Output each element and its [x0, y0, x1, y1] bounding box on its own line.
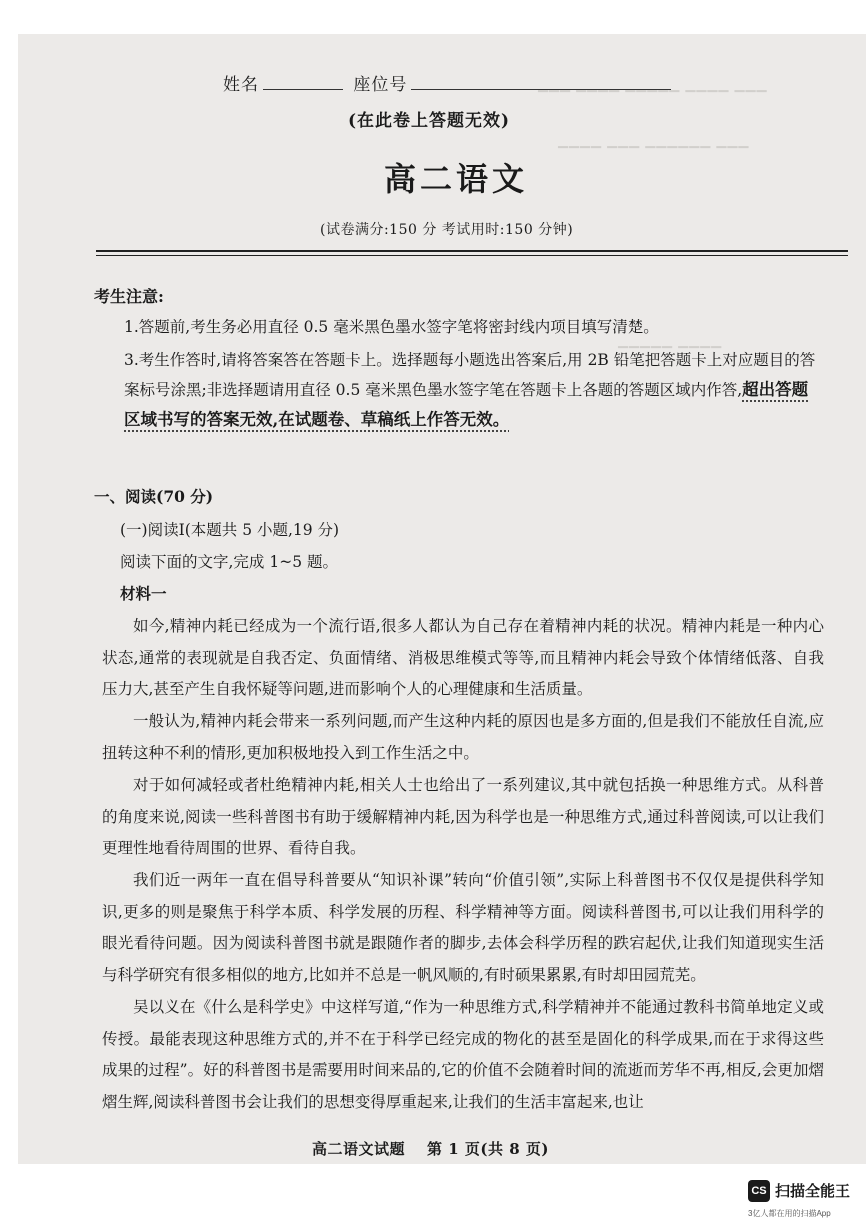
notice-item-3-text: 3.考生作答时,请将答案答在答题卡上。选择题每小题选出答案后,用 2B 铅笔把答题卡上对应题目的答案标号涂黑;非选择题请用直径 0.5 毫米黑色墨水签字笔在答题卡上各题的答题区域内作答,: [124, 351, 816, 399]
bleed-through-shadow: ▁▁▁▁ ▁▁▁ ▁▁▁▁▁▁ ▁▁▁: [558, 134, 750, 149]
student-info-line: [223, 70, 675, 95]
body-paragraph: 如今,精神内耗已经成为一个流行语,很多人都认为自己存在着精神内耗的状况。精神内耗是一种内心状态,通常的表现就是自我否定、负面情绪、消极思维模式等等,而且精神内耗会导致个体情绪低落、自我压力大,甚至产生自我怀疑等问题,进而影响个人的心理健康和生活质量。: [102, 617, 824, 698]
footer-subject: 高二语文试题: [312, 1140, 406, 1158]
section-title: 一、阅读(70 分): [94, 487, 214, 506]
bleed-through-shadow: ▁▁▁ ▁▁▁▁ ▁▁▁▁▁ ▁▁▁▁ ▁▁▁: [538, 78, 768, 93]
body-paragraph: 吴以义在《什么是科学史》中这样写道,“作为一种思维方式,科学精神并不能通过教科书简单地定义或传授。最能表现这种思维方式的,并不在于科学已经完成的物化的甚至是固化的科学成果,而在于求得这些成果的过程”。好的科普图书是需要用时间来品的,它的价值不会随着时间的流逝而芳华不再,相反,会更加熠熠生辉,阅读科普图书会让我们的思想变得厚重起来,让我们的生活丰富起来,也让: [102, 998, 824, 1111]
notice-item-3-emphasis: 超出答题区域书写的答案无效,在试题卷、草稿纸上作答无效。: [124, 380, 809, 429]
name-blank[interactable]: [263, 89, 343, 90]
name-label: 姓名: [223, 75, 259, 95]
subsection-title: (一)阅读Ⅰ(本题共 5 小题,19 分): [120, 521, 340, 539]
page-footer: [312, 1138, 571, 1159]
scanner-app-tagline: 3亿人都在用的扫描App: [748, 1209, 831, 1218]
bleed-through-shadow: ▁▁▁▁▁ ▁▁▁▁: [618, 334, 723, 349]
notice-item-1: 1.答题前,考生务必用直径 0.5 毫米黑色墨水签字笔将密封线内项目填写清楚。: [124, 318, 659, 336]
scanner-app-name: 扫描全能王: [775, 1183, 851, 1200]
reading-instruction: 阅读下面的文字,完成 1~5 题。: [120, 553, 338, 571]
exam-page: [18, 34, 866, 1164]
exam-title: 高二语文: [384, 160, 529, 198]
invalid-answer-notice: (在此卷上答题无效): [348, 111, 511, 131]
body-paragraph: 对于如何减轻或者杜绝精神内耗,相关人士也给出了一系列建议,其中就包括换一种思维方式。从科普的角度来说,阅读一些科普图书有助于缓解精神内耗,因为科学也是一种思维方式,通过科普阅读,可以让我们更理性地看待周围的世界、看待自我。: [102, 776, 824, 857]
notice-item-3: [124, 345, 824, 435]
divider-thick: [96, 250, 848, 252]
seat-blank[interactable]: [411, 89, 671, 90]
material-label: 材料一: [120, 584, 167, 603]
body-paragraph: 一般认为,精神内耗会带来一系列问题,而产生这种内耗的原因也是多方面的,但是我们不能放任自流,应扭转这种不利的情形,更加积极地投入到工作生活之中。: [102, 712, 824, 762]
seat-label: 座位号: [353, 75, 408, 95]
footer-page-number: 第 1 页(共 8 页): [427, 1140, 549, 1158]
divider-thin: [96, 255, 848, 256]
exam-meta: (试卷满分:150 分 考试用时:150 分钟): [320, 222, 574, 238]
notice-title: 考生注意:: [94, 287, 164, 306]
camscanner-logo-icon: CS: [748, 1180, 770, 1202]
body-paragraph: 我们近一两年一直在倡导科普要从“知识补课”转向“价值引领”,实际上科普图书不仅仅是提供科学知识,更多的则是聚焦于科学本质、科学发展的历程、科学精神等方面。阅读科普图书,可以让我们用科学的眼光看待问题。因为阅读科普图书就是跟随作者的脚步,去体会科学历程的跌宕起伏,让我们知道现实生活与科学研究有很多相似的地方,比如并不总是一帆风顺的,有时硕果累累,有时却田园荒芜。: [102, 871, 824, 984]
